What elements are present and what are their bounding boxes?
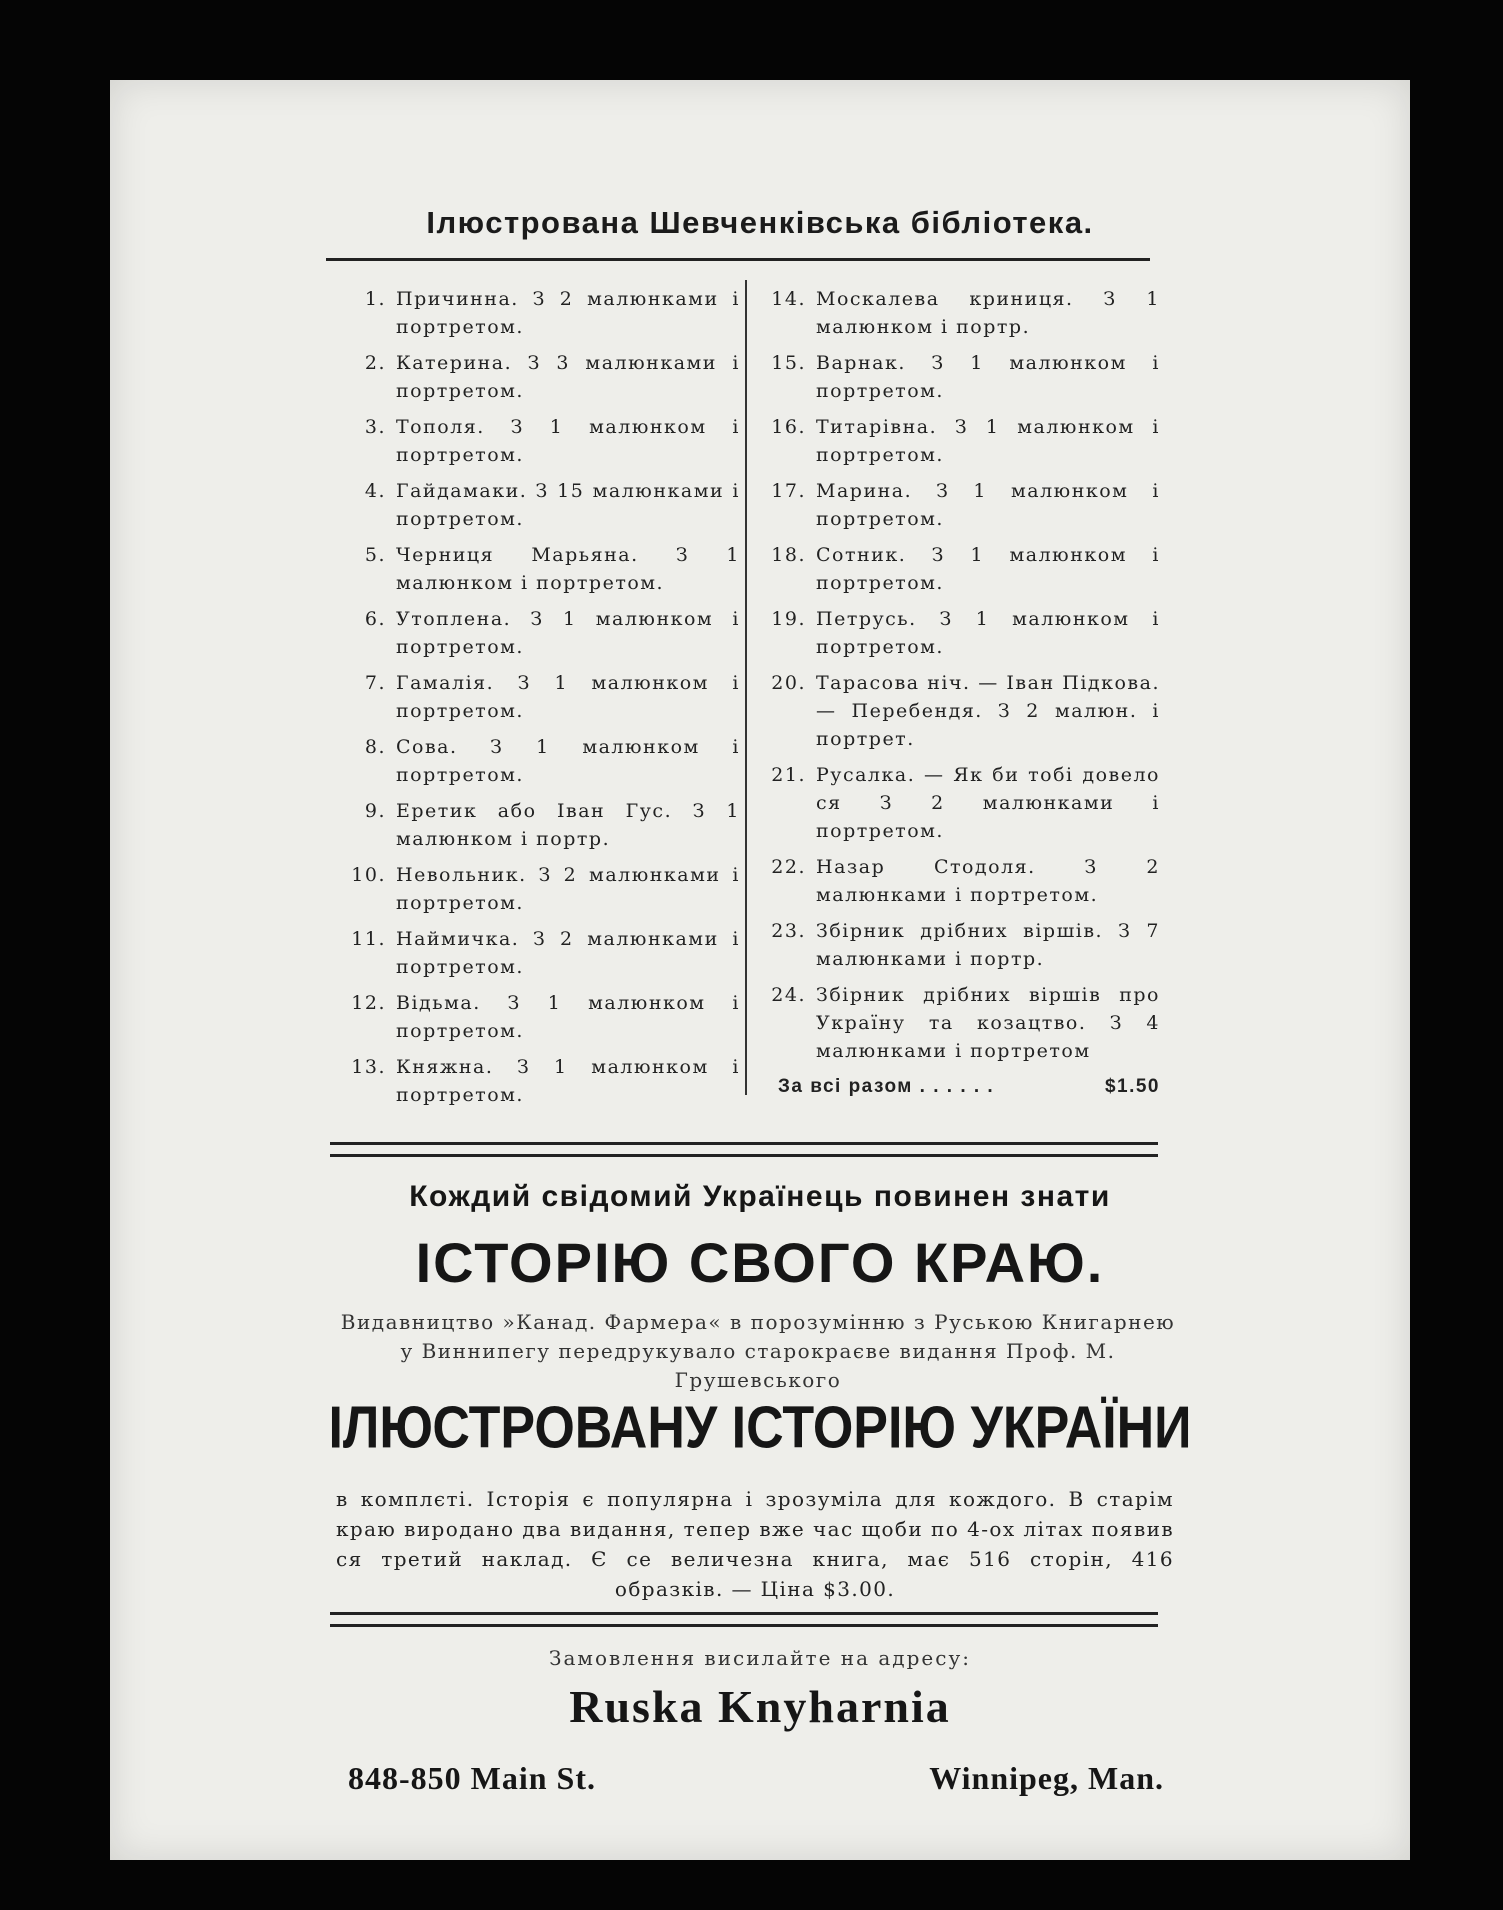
entry-text: Титарівна. З 1 малюнком і портретом. <box>816 416 1160 466</box>
entry-text: Катерина. З 3 малюнками і портретом. <box>396 352 740 402</box>
entry-number: 6. <box>364 608 386 630</box>
catalog-entry <box>350 541 740 597</box>
ad-description: в комплєті. Історія є популярна і зрозуміла для кождого. В старім краю виродано два видання, тепер вже час щоби по 4-ох літах появив ся третий наклад. Є се величезна книга, має 516 сторін, 416 образків. — Ціна $3.00. <box>336 1487 1174 1601</box>
entry-number: 20. <box>771 672 806 694</box>
entry-text: Москалева криниця. З 1 малюнком і портр. <box>816 288 1160 338</box>
entry-text: Назар Стодоля. З 2 малюнками і портретом. <box>816 856 1160 906</box>
catalog-entry <box>350 989 740 1045</box>
catalog-entry <box>350 477 740 533</box>
title-rule <box>326 258 1150 261</box>
entry-number: 5. <box>364 544 386 566</box>
address-rule <box>330 1612 1158 1627</box>
catalog-entry <box>770 285 1160 341</box>
total-label: За всі разом . . . . . . <box>778 1076 995 1097</box>
entry-text: Причинна. З 2 малюнками і портретом. <box>396 288 740 338</box>
catalog-entry <box>350 925 740 981</box>
column-divider <box>745 280 747 1095</box>
catalog-entry <box>770 917 1160 973</box>
catalog-entry <box>350 413 740 469</box>
document-page <box>110 80 1410 1860</box>
entry-text: Гайдамаки. З 15 малюнками і портретом. <box>396 480 740 530</box>
entry-number: 1. <box>364 288 386 310</box>
street-address: 848-850 Main St. <box>348 1760 596 1796</box>
catalog-entry <box>770 477 1160 533</box>
store-name: Ruska Knyharnia <box>569 1681 951 1732</box>
catalog-entry <box>350 797 740 853</box>
entry-number: 7. <box>364 672 386 694</box>
entry-number: 11. <box>351 928 386 950</box>
entry-number: 12. <box>351 992 386 1014</box>
entry-number: 8. <box>364 736 386 758</box>
catalog-entry <box>770 541 1160 597</box>
entry-text: Княжна. З 1 малюнком і портретом. <box>396 1056 740 1106</box>
catalog-entry <box>770 349 1160 405</box>
ad-publisher-text: Видавництво »Канад. Фармера« в порозумінню з Руською Книгарнею у Виннипегу передрукувало старокраєве видання Проф. М. Грушевського <box>340 1310 1176 1392</box>
entry-number: 17. <box>771 480 806 502</box>
entry-text: Гамалія. З 1 малюнком і портретом. <box>396 672 740 722</box>
entry-number: 18. <box>771 544 806 566</box>
store-address <box>348 1760 1164 1797</box>
total-price-line <box>778 1073 1160 1101</box>
entry-text: Відьма. З 1 малюнком і портретом. <box>396 992 740 1042</box>
entry-text: Збірник дрібних віршів про Україну та козацтво. З 4 малюнками і портретом <box>816 984 1160 1062</box>
catalog-entry <box>770 761 1160 845</box>
total-price: $1.50 <box>1104 1076 1160 1097</box>
catalog-entry <box>350 733 740 789</box>
entry-number: 10. <box>351 864 386 886</box>
entry-number: 21. <box>771 764 806 786</box>
entry-number: 19. <box>771 608 806 630</box>
entry-text: Варнак. З 1 малюнком і портретом. <box>816 352 1160 402</box>
entry-number: 14. <box>771 288 806 310</box>
entry-text: Черниця Марьяна. З 1 малюнком і портретом. <box>396 544 740 594</box>
entry-text: Марина. З 1 малюнком і портретом. <box>816 480 1160 530</box>
catalog-entry <box>350 1053 740 1109</box>
entry-text: Сова. З 1 малюнком і портретом. <box>396 736 740 786</box>
city-address: Winnipeg, Man. <box>929 1760 1164 1796</box>
entry-number: 13. <box>351 1056 386 1078</box>
entry-text: Сотник. З 1 малюнком і портретом. <box>816 544 1160 594</box>
ad-main-heading: ІСТОРІЮ СВОГО КРАЮ. <box>415 1231 1105 1294</box>
catalog-entry <box>350 349 740 405</box>
entry-number: 4. <box>364 480 386 502</box>
entry-number: 9. <box>364 800 386 822</box>
section-rule <box>330 1142 1158 1157</box>
entry-number: 15. <box>771 352 806 374</box>
entry-number: 2. <box>364 352 386 374</box>
catalog-entry <box>350 861 740 917</box>
book-title: ІЛЮСТРОВАНУ ІСТОРІЮ УКРАЇНИ <box>328 1394 1192 1462</box>
catalog-entry <box>770 981 1160 1065</box>
entry-text: Петрусь. З 1 малюнком і портретом. <box>816 608 1160 658</box>
ad-headline: Кождий свідомий Українець повинен знати <box>409 1180 1111 1213</box>
entry-number: 3. <box>364 416 386 438</box>
entry-number: 24. <box>771 984 806 1006</box>
catalog-entry <box>350 605 740 661</box>
catalog-title: Ілюстрована Шевченківська бібліотека. <box>426 205 1094 240</box>
entry-text: Еретик або Іван Гус. З 1 малюнком і портр. <box>396 800 740 850</box>
catalog-entry <box>350 285 740 341</box>
entry-text: Тополя. З 1 малюнком і портретом. <box>396 416 740 466</box>
entry-text: Русалка. — Як би тобі довело ся З 2 малюнками і портретом. <box>816 764 1160 842</box>
entry-text: Наймичка. З 2 малюнками і портретом. <box>396 928 740 978</box>
left-column <box>350 285 740 1117</box>
entry-number: 23. <box>771 920 806 942</box>
entry-text: Збірник дрібних віршів. З 7 малюнками і портр. <box>816 920 1160 970</box>
right-column <box>770 285 1160 1101</box>
catalog-entry <box>770 605 1160 661</box>
order-instruction: Замовлення висилайте на адресу: <box>549 1646 971 1670</box>
entry-text: Тарасова ніч. — Іван Підкова. — Перебендя. З 2 малюн. і портрет. <box>816 672 1160 750</box>
entry-number: 22. <box>771 856 806 878</box>
entry-text: Утоплена. З 1 малюнком і портретом. <box>396 608 740 658</box>
catalog-entry <box>770 413 1160 469</box>
catalog-entry <box>350 669 740 725</box>
catalog-entry <box>770 669 1160 753</box>
entry-number: 16. <box>771 416 806 438</box>
catalog-entry <box>770 853 1160 909</box>
entry-text: Невольник. З 2 малюнками і портретом. <box>396 864 740 914</box>
